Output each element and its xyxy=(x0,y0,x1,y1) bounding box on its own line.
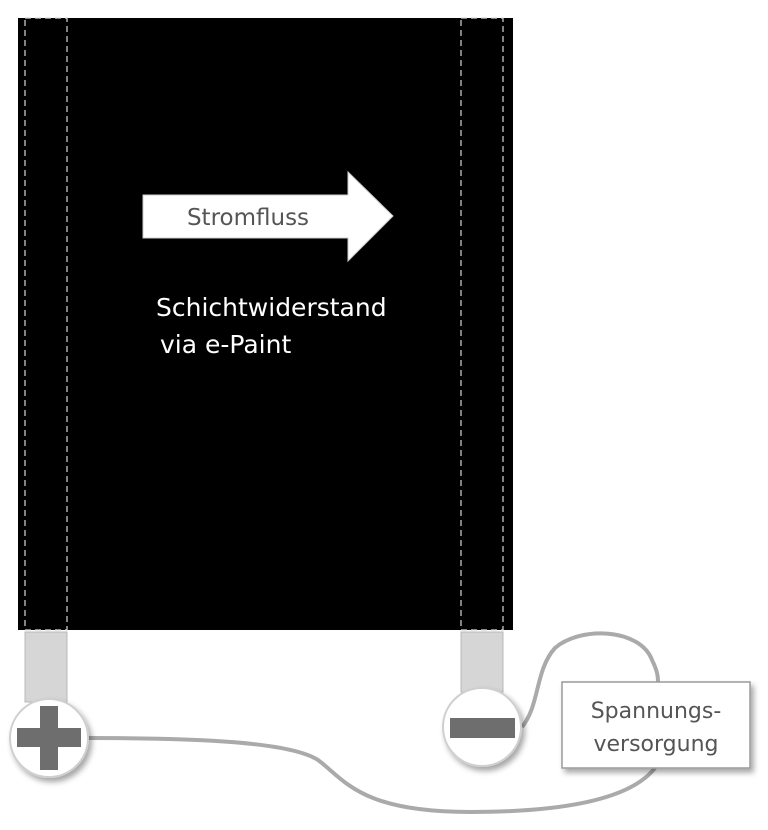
resistive-layer xyxy=(18,18,513,630)
right-contact-tab xyxy=(461,632,503,692)
power-supply-label-line2: versorgung xyxy=(593,732,719,757)
layer-label-line1: Schichtwiderstand xyxy=(156,293,387,322)
power-supply-label-line1: Spannungs- xyxy=(590,699,722,724)
arrow-label: Stromfluss xyxy=(186,205,310,231)
left-contact-tab xyxy=(25,632,67,702)
minus-icon xyxy=(450,718,515,738)
layer-label-line2: via e-Paint xyxy=(160,330,292,359)
